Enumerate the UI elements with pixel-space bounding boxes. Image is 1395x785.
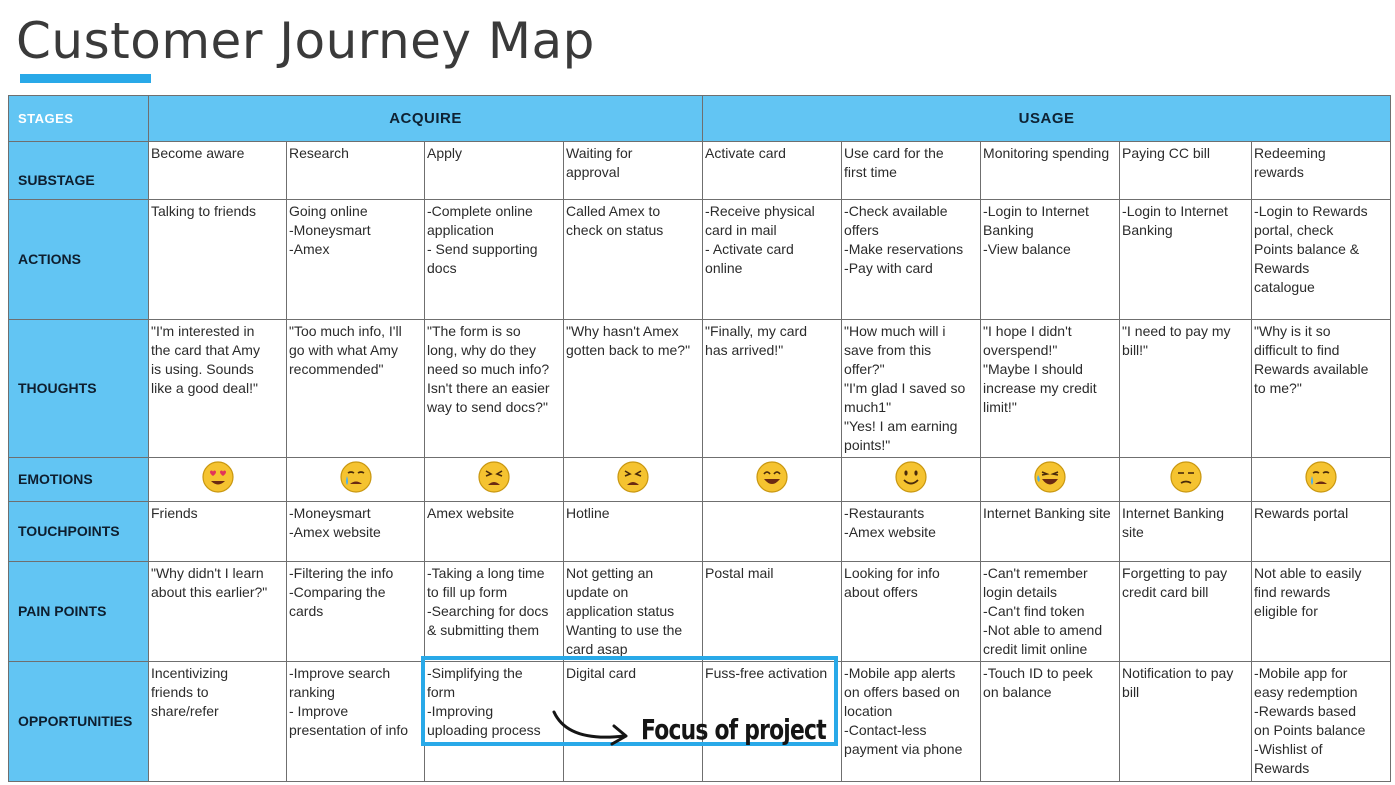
- opportunities-cell: Incentivizing friends to share/refer: [149, 662, 287, 782]
- thoughts-row: [9, 320, 1391, 458]
- thoughts-cell: "Finally, my card has arrived!": [703, 320, 842, 458]
- emotion-cell: [564, 458, 703, 502]
- pain-points-cell: Postal mail: [703, 562, 842, 662]
- pain-points-row: [9, 562, 1391, 662]
- substage-label: SUBSTAGE: [9, 142, 149, 200]
- actions-cell: -Complete online application - Send supporting docs: [425, 200, 564, 320]
- substage-row: [9, 142, 1391, 200]
- thoughts-cell: "Why is it so difficult to find Rewards available to me?": [1252, 320, 1391, 458]
- touchpoints-cell: [703, 502, 842, 562]
- thoughts-cell: "I hope I didn't overspend!" "Maybe I should increase my credit limit!": [981, 320, 1120, 458]
- opportunities-cell: -Simplifying the form -Improving uploading process: [425, 662, 564, 782]
- crying-face-icon: [339, 460, 373, 494]
- touchpoints-cell: Friends: [149, 502, 287, 562]
- thoughts-cell: "How much will i save from this offer?" "I'm glad I saved so much1" "Yes! I am earning points!": [842, 320, 981, 458]
- substage-cell: Apply: [425, 142, 564, 200]
- heart-eyes-face-icon: [201, 460, 235, 494]
- stages-label: STAGES: [9, 96, 149, 142]
- emotion-cell: [703, 458, 842, 502]
- thoughts-cell: "Too much info, I'll go with what Amy recommended": [287, 320, 425, 458]
- emotion-cell: [981, 458, 1120, 502]
- touchpoints-label: TOUCHPOINTS: [9, 502, 149, 562]
- thoughts-cell: "The form is so long, why do they need so much info? Isn't there an easier way to send docs?": [425, 320, 564, 458]
- substage-cell: Monitoring spending: [981, 142, 1120, 200]
- frustrated-face-icon: [477, 460, 511, 494]
- pain-points-cell: Not able to easily find rewards eligible for: [1252, 562, 1391, 662]
- thoughts-label: THOUGHTS: [9, 320, 149, 458]
- emotion-cell: [287, 458, 425, 502]
- page-title: Customer Journey Map: [16, 12, 595, 70]
- opportunities-cell: -Touch ID to peek on balance: [981, 662, 1120, 782]
- opportunities-label: OPPORTUNITIES: [9, 662, 149, 782]
- emotions-row: [9, 458, 1391, 502]
- focus-of-project-label: Focus of project: [641, 713, 826, 746]
- substage-cell: Waiting for approval: [564, 142, 703, 200]
- substage-cell: Activate card: [703, 142, 842, 200]
- opportunities-cell: Fuss-free activation: [703, 662, 842, 782]
- touchpoints-cell: Amex website: [425, 502, 564, 562]
- substage-cell: Research: [287, 142, 425, 200]
- emotion-cell: [1252, 458, 1391, 502]
- pain-points-label: PAIN POINTS: [9, 562, 149, 662]
- actions-cell: Called Amex to check on status: [564, 200, 703, 320]
- actions-cell: -Check available offers -Make reservations -Pay with card: [842, 200, 981, 320]
- pain-points-cell: "Why didn't I learn about this earlier?": [149, 562, 287, 662]
- actions-cell: Going online -Moneysmart -Amex: [287, 200, 425, 320]
- pain-points-cell: -Filtering the info -Comparing the cards: [287, 562, 425, 662]
- opportunities-cell: Notification to pay bill: [1120, 662, 1252, 782]
- pain-points-cell: -Taking a long time to fill up form -Searching for docs & submitting them: [425, 562, 564, 662]
- thoughts-cell: "Why hasn't Amex gotten back to me?": [564, 320, 703, 458]
- actions-cell: -Login to Rewards portal, check Points balance & Rewards catalogue: [1252, 200, 1391, 320]
- stage-usage: USAGE: [703, 96, 1391, 142]
- emotions-label: EMOTIONS: [9, 458, 149, 502]
- actions-cell: -Login to Internet Banking -View balance: [981, 200, 1120, 320]
- pain-points-cell: Looking for info about offers: [842, 562, 981, 662]
- frustrated-face-icon: [616, 460, 650, 494]
- opportunities-cell: -Mobile app alerts on offers based on location -Contact-less payment via phone: [842, 662, 981, 782]
- touchpoints-cell: -Moneysmart -Amex website: [287, 502, 425, 562]
- substage-cell: Paying CC bill: [1120, 142, 1252, 200]
- touchpoints-cell: Rewards portal: [1252, 502, 1391, 562]
- touchpoints-cell: Hotline: [564, 502, 703, 562]
- thoughts-cell: "I'm interested in the card that Amy is using. Sounds like a good deal!": [149, 320, 287, 458]
- actions-cell: Talking to friends: [149, 200, 287, 320]
- pain-points-cell: Forgetting to pay credit card bill: [1120, 562, 1252, 662]
- touchpoints-cell: Internet Banking site: [1120, 502, 1252, 562]
- touchpoints-cell: -Restaurants -Amex website: [842, 502, 981, 562]
- stage-acquire: ACQUIRE: [149, 96, 703, 142]
- thoughts-cell: "I need to pay my bill!": [1120, 320, 1252, 458]
- grinning-face-icon: [755, 460, 789, 494]
- opportunities-cell: -Improve search ranking - Improve presentation of info: [287, 662, 425, 782]
- touchpoints-cell: Internet Banking site: [981, 502, 1120, 562]
- emotion-cell: [425, 458, 564, 502]
- actions-row: [9, 200, 1391, 320]
- emotion-cell: [149, 458, 287, 502]
- laughing-face-icon: [1033, 460, 1067, 494]
- substage-cell: Redeeming rewards: [1252, 142, 1391, 200]
- actions-cell: -Login to Internet Banking: [1120, 200, 1252, 320]
- opportunities-cell: Digital card: [564, 662, 703, 782]
- stages-row: [9, 96, 1391, 142]
- substage-cell: Become aware: [149, 142, 287, 200]
- pain-points-cell: Not getting an update on application status Wanting to use the card asap: [564, 562, 703, 662]
- actions-label: ACTIONS: [9, 200, 149, 320]
- crying-face-icon: [1304, 460, 1338, 494]
- title-underline: [20, 74, 151, 83]
- emotion-cell: [842, 458, 981, 502]
- touchpoints-row: [9, 502, 1391, 562]
- pain-points-cell: -Can't remember login details -Can't find token -Not able to amend credit limit online: [981, 562, 1120, 662]
- worried-face-icon: [1169, 460, 1203, 494]
- arrow-right-icon: [550, 706, 642, 746]
- opportunities-cell: -Mobile app for easy redemption -Rewards based on Points balance -Wishlist of Rewards: [1252, 662, 1391, 782]
- smiling-face-icon: [894, 460, 928, 494]
- actions-cell: -Receive physical card in mail - Activate card online: [703, 200, 842, 320]
- emotion-cell: [1120, 458, 1252, 502]
- substage-cell: Use card for the first time: [842, 142, 981, 200]
